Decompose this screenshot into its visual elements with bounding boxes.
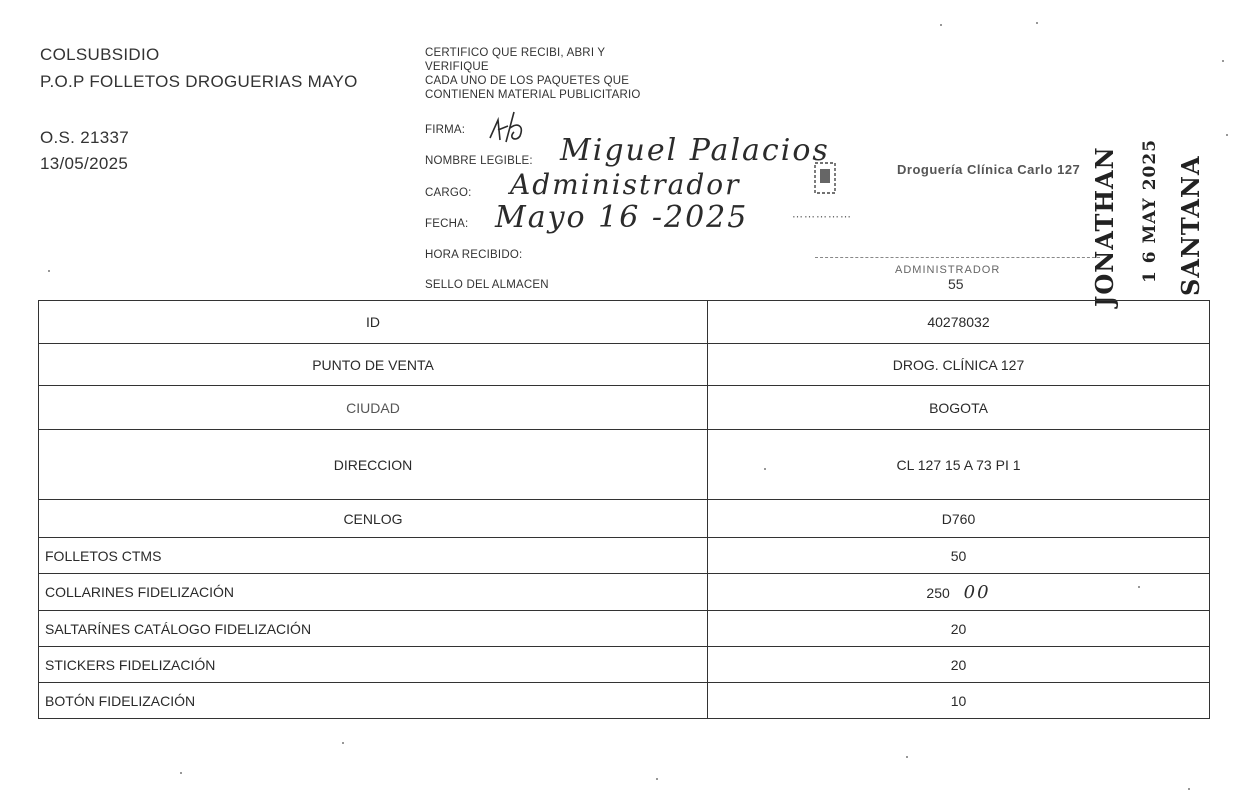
- nombre-label: NOMBRE LEGIBLE:: [425, 155, 533, 167]
- stamp-name-santana: SANTANA: [1176, 155, 1205, 296]
- row-value: DROG. CLÍNICA 127: [708, 344, 1210, 386]
- nombre-handwritten: Miguel Palacios: [560, 133, 830, 168]
- stamp-date: 1 6 MAY 2025: [1140, 138, 1160, 283]
- document-date: 13/05/2025: [40, 154, 129, 173]
- campaign-title: P.O.P FOLLETOS DROGUERIAS MAYO: [40, 72, 358, 91]
- table-row: [39, 647, 1210, 683]
- certificate-line: CADA UNO DE LOS PAQUETES QUE: [425, 75, 630, 87]
- stamp-line: [815, 257, 1100, 258]
- fecha-handwritten: Mayo 16 -2025: [495, 200, 749, 235]
- stamp-role: ADMINISTRADOR: [895, 264, 1001, 276]
- stamp-store-name: Droguería Clínica Carlo 127: [897, 162, 1081, 177]
- row-value: 10: [708, 683, 1210, 719]
- table-row: [39, 611, 1210, 647]
- row-label: FOLLETOS CTMS: [39, 538, 708, 574]
- row-label: ID: [39, 301, 708, 344]
- certificate-line: CONTIENEN MATERIAL PUBLICITARIO: [425, 89, 641, 101]
- firma-label: FIRMA:: [425, 124, 466, 136]
- table-row: [39, 430, 1210, 500]
- row-label: PUNTO DE VENTA: [39, 344, 708, 386]
- row-label: COLLARINES FIDELIZACIÓN: [39, 574, 708, 611]
- table-row: [39, 500, 1210, 538]
- row-value-text: 250: [926, 584, 950, 601]
- row-value: D760: [708, 500, 1210, 538]
- row-label: CIUDAD: [39, 386, 708, 430]
- cargo-handwritten: Administrador: [510, 168, 741, 201]
- row-value: 50: [708, 538, 1210, 574]
- sello-label: SELLO DEL ALMACEN: [425, 279, 549, 291]
- row-value: 20: [708, 647, 1210, 683]
- row-label: BOTÓN FIDELIZACIÓN: [39, 683, 708, 719]
- company-name: COLSUBSIDIO: [40, 45, 160, 64]
- table-row: [39, 538, 1210, 574]
- hora-label: HORA RECIBIDO:: [425, 249, 523, 261]
- cargo-label: CARGO:: [425, 187, 472, 199]
- signature-mark: [484, 108, 544, 150]
- stamp-number: 55: [948, 276, 964, 292]
- row-value: 20: [708, 611, 1210, 647]
- table-row: [39, 386, 1210, 430]
- table-row: [39, 344, 1210, 386]
- stamp-name-jonathan: JONATHAN: [1090, 146, 1119, 307]
- row-label: CENLOG: [39, 500, 708, 538]
- row-value: 40278032: [708, 301, 1210, 344]
- table-row: [39, 574, 1210, 611]
- row-value: BOGOTA: [708, 386, 1210, 430]
- order-number: O.S. 21337: [40, 128, 130, 147]
- handwritten-note: 00: [963, 581, 991, 603]
- row-value: [708, 574, 1210, 611]
- row-value: CL 127 15 A 73 PI 1: [708, 430, 1210, 500]
- table-row: [39, 683, 1210, 719]
- certificate-line: VERIFIQUE: [425, 61, 489, 73]
- certificate-text: [425, 46, 641, 102]
- stamp-faint-text: ⋯⋯⋯⋯⋯: [792, 211, 852, 223]
- row-label: SALTARÍNES CATÁLOGO FIDELIZACIÓN: [39, 611, 708, 647]
- delivery-table: [38, 300, 1210, 719]
- row-label: DIRECCION: [39, 430, 708, 500]
- table-row: [39, 301, 1210, 344]
- row-label: STICKERS FIDELIZACIÓN: [39, 647, 708, 683]
- fecha-label: FECHA:: [425, 218, 469, 230]
- certificate-line: CERTIFICO QUE RECIBI, ABRI Y: [425, 47, 606, 59]
- stamp-logo-icon: [812, 160, 838, 198]
